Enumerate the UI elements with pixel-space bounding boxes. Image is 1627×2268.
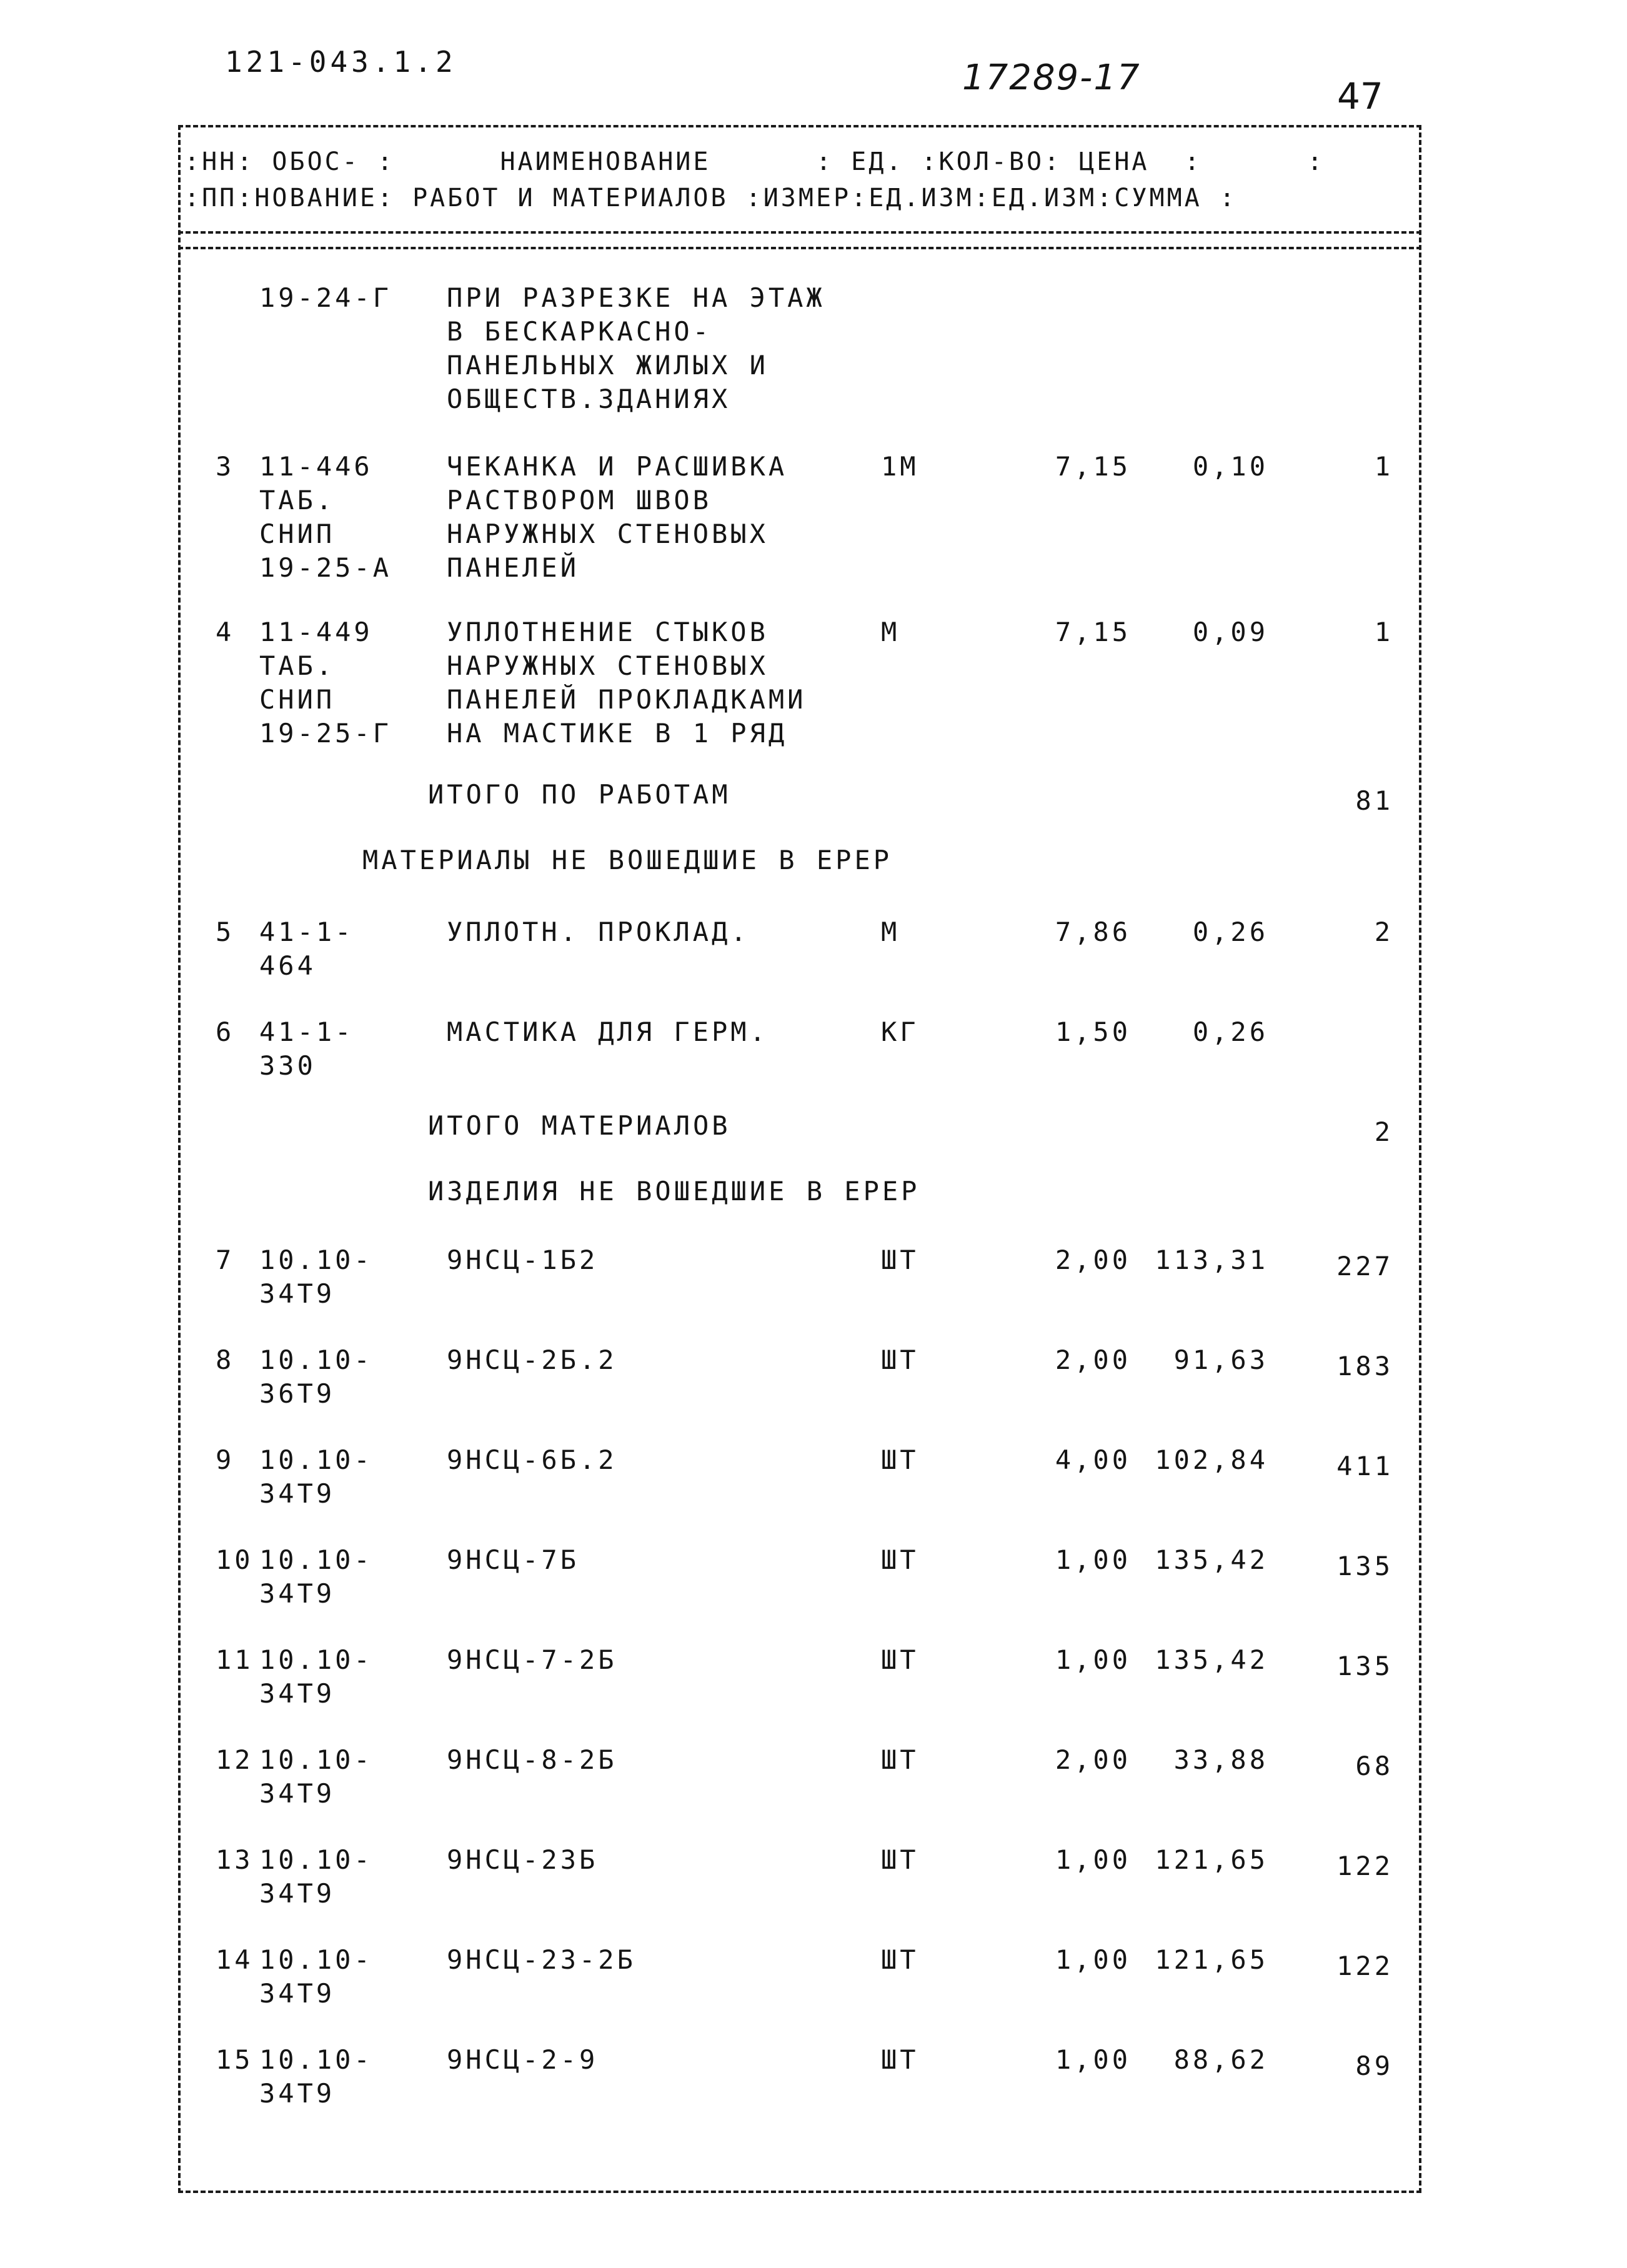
row-name: 9НСЦ-1Б2 [447,1245,599,1275]
row-name: 9НСЦ-8-2Б [447,1744,617,1775]
row-price: 0,10 [1192,451,1268,482]
row-sum: 2 [1374,917,1393,947]
row-unit: ШТ [881,1245,919,1275]
row-name: 9НСЦ-2-9 [447,2044,599,2075]
row-sum: 122 [1336,1951,1393,1981]
row-code: 41-1- 330 [259,1017,354,1081]
row-sum: 68 [1355,1751,1393,1781]
row-price: 91,63 [1173,1345,1268,1375]
row-code: 10.10- 34Т9 [259,1544,373,1609]
row-qty: 1,00 [1055,1944,1131,1975]
row-number: 12 [216,1744,254,1775]
row-qty: 2,00 [1055,1345,1131,1375]
row-qty: 1,00 [1055,1644,1131,1675]
row-code: 10.10- 34Т9 [259,1445,373,1509]
row-number: 7 [216,1245,235,1275]
row-code: 10.10- 34Т9 [259,1744,373,1809]
page-number: 47 [1337,75,1383,117]
row-code: 10.10- 34Т9 [259,1245,373,1309]
row-sum: 135 [1336,1551,1393,1581]
row-qty: 1,00 [1055,1544,1131,1575]
row-qty: 1,00 [1055,2044,1131,2075]
row-number: 11 [216,1644,254,1675]
row-number: 5 [216,917,235,947]
row-code: 10.10- 34Т9 [259,2044,373,2109]
row-sum: 1 [1374,451,1393,482]
row-qty: 1,00 [1055,1844,1131,1875]
materials-total-label: ИТОГО МАТЕРИАЛОВ [428,1110,731,1141]
row-unit: КГ [881,1017,919,1047]
row-code: 19-24-Г [259,282,392,313]
row-sum: 411 [1336,1451,1393,1481]
row-name: 9НСЦ-23-2Б [447,1944,636,1975]
works-total-label: ИТОГО ПО РАБОТАМ [428,779,731,810]
row-qty: 1,50 [1055,1017,1131,1047]
row-unit: ШТ [881,1944,919,1975]
row-unit: ШТ [881,1544,919,1575]
row-unit: ШТ [881,1445,919,1475]
row-name: УПЛОТНЕНИЕ СТЫКОВ НАРУЖНЫХ СТЕНОВЫХ ПАНЕЛЕЙ ПРОКЛАДКАМИ НА МАСТИКЕ В 1 РЯД [447,617,807,749]
row-name: ЧЕКАНКА И РАСШИВКА РАСТВОРОМ ШВОВ НАРУЖНЫХ СТЕНОВЫХ ПАНЕЛЕЙ [447,451,788,583]
row-price: 0,26 [1192,1017,1268,1047]
materials-total-sum: 2 [1374,1117,1393,1147]
row-unit: ШТ [881,2044,919,2075]
row-name: 9НСЦ-2Б.2 [447,1345,617,1375]
row-number: 10 [216,1544,254,1575]
row-name: 9НСЦ-7Б [447,1544,580,1575]
works-total-sum: 81 [1355,785,1393,816]
row-qty: 2,00 [1055,1245,1131,1275]
row-unit: ШТ [881,1744,919,1775]
row-unit: ШТ [881,1644,919,1675]
row-price: 121,65 [1155,1844,1268,1875]
row-price: 113,31 [1155,1245,1268,1275]
row-number: 3 [216,451,235,482]
row-number: 14 [216,1944,254,1975]
row-name: 9НСЦ-23Б [447,1844,599,1875]
row-sum: 1 [1374,617,1393,647]
row-name: МАСТИКА ДЛЯ ГЕРМ. [447,1017,769,1047]
row-price: 135,42 [1155,1544,1268,1575]
row-number: 8 [216,1345,235,1375]
table-header-line-2: :ПП:НОВАНИЕ: РАБОТ И МАТЕРИАЛОВ :ИЗМЕР:ЕД.ИЗМ:ЕД.ИЗМ:СУММА : [184,184,1237,212]
row-code: 10.10- 36Т9 [259,1345,373,1409]
row-code: 10.10- 34Т9 [259,1644,373,1709]
row-sum: 227 [1336,1251,1393,1281]
row-name: 9НСЦ-7-2Б [447,1644,617,1675]
row-code: 10.10- 34Т9 [259,1844,373,1909]
row-code: 10.10- 34Т9 [259,1944,373,2009]
document-code: 121-043.1.2 [225,45,457,79]
row-price: 135,42 [1155,1644,1268,1675]
row-unit: 1М [881,451,919,482]
row-code: 11-449 ТАБ. СНИП 19-25-Г [259,617,392,749]
row-unit: М [881,917,900,947]
row-sum: 183 [1336,1351,1393,1381]
row-code: 11-446 ТАБ. СНИП 19-25-А [259,451,392,583]
row-unit: М [881,617,900,647]
row-price: 0,09 [1192,617,1268,647]
row-qty: 7,15 [1055,451,1131,482]
row-sum: 135 [1336,1651,1393,1681]
row-qty: 7,15 [1055,617,1131,647]
row-number: 9 [216,1445,235,1475]
row-price: 121,65 [1155,1944,1268,1975]
row-number: 6 [216,1017,235,1047]
row-price: 102,84 [1155,1445,1268,1475]
row-code: 41-1- 464 [259,917,354,981]
row-unit: ШТ [881,1844,919,1875]
row-name: ПРИ РАЗРЕЗКЕ НА ЭТАЖ В БЕСКАРКАСНО- ПАНЕЛЬНЫХ ЖИЛЫХ И ОБЩЕСТВ.ЗДАНИЯХ [447,282,825,414]
row-qty: 2,00 [1055,1744,1131,1775]
materials-section-title: МАТЕРИАЛЫ НЕ ВОШЕДШИЕ В ЕРЕР [362,845,893,875]
row-name: 9НСЦ-6Б.2 [447,1445,617,1475]
row-sum: 89 [1355,2051,1393,2081]
row-price: 0,26 [1192,917,1268,947]
row-qty: 7,86 [1055,917,1131,947]
row-name: УПЛОТН. ПРОКЛАД. [447,917,750,947]
row-sum: 122 [1336,1851,1393,1881]
products-section-title: ИЗДЕЛИЯ НЕ ВОШЕДШИЕ В ЕРЕР [428,1176,920,1206]
row-number: 4 [216,617,235,647]
row-number: 15 [216,2044,254,2075]
row-price: 88,62 [1173,2044,1268,2075]
row-unit: ШТ [881,1345,919,1375]
row-qty: 4,00 [1055,1445,1131,1475]
row-price: 33,88 [1173,1744,1268,1775]
row-number: 13 [216,1844,254,1875]
handwritten-stamp: 17289-17 [962,57,1141,98]
table-header-line-1: :НН: ОБОС- : НАИМЕНОВАНИЕ : ЕД. :КОЛ-ВО: ЦЕНА : : [184,147,1325,176]
